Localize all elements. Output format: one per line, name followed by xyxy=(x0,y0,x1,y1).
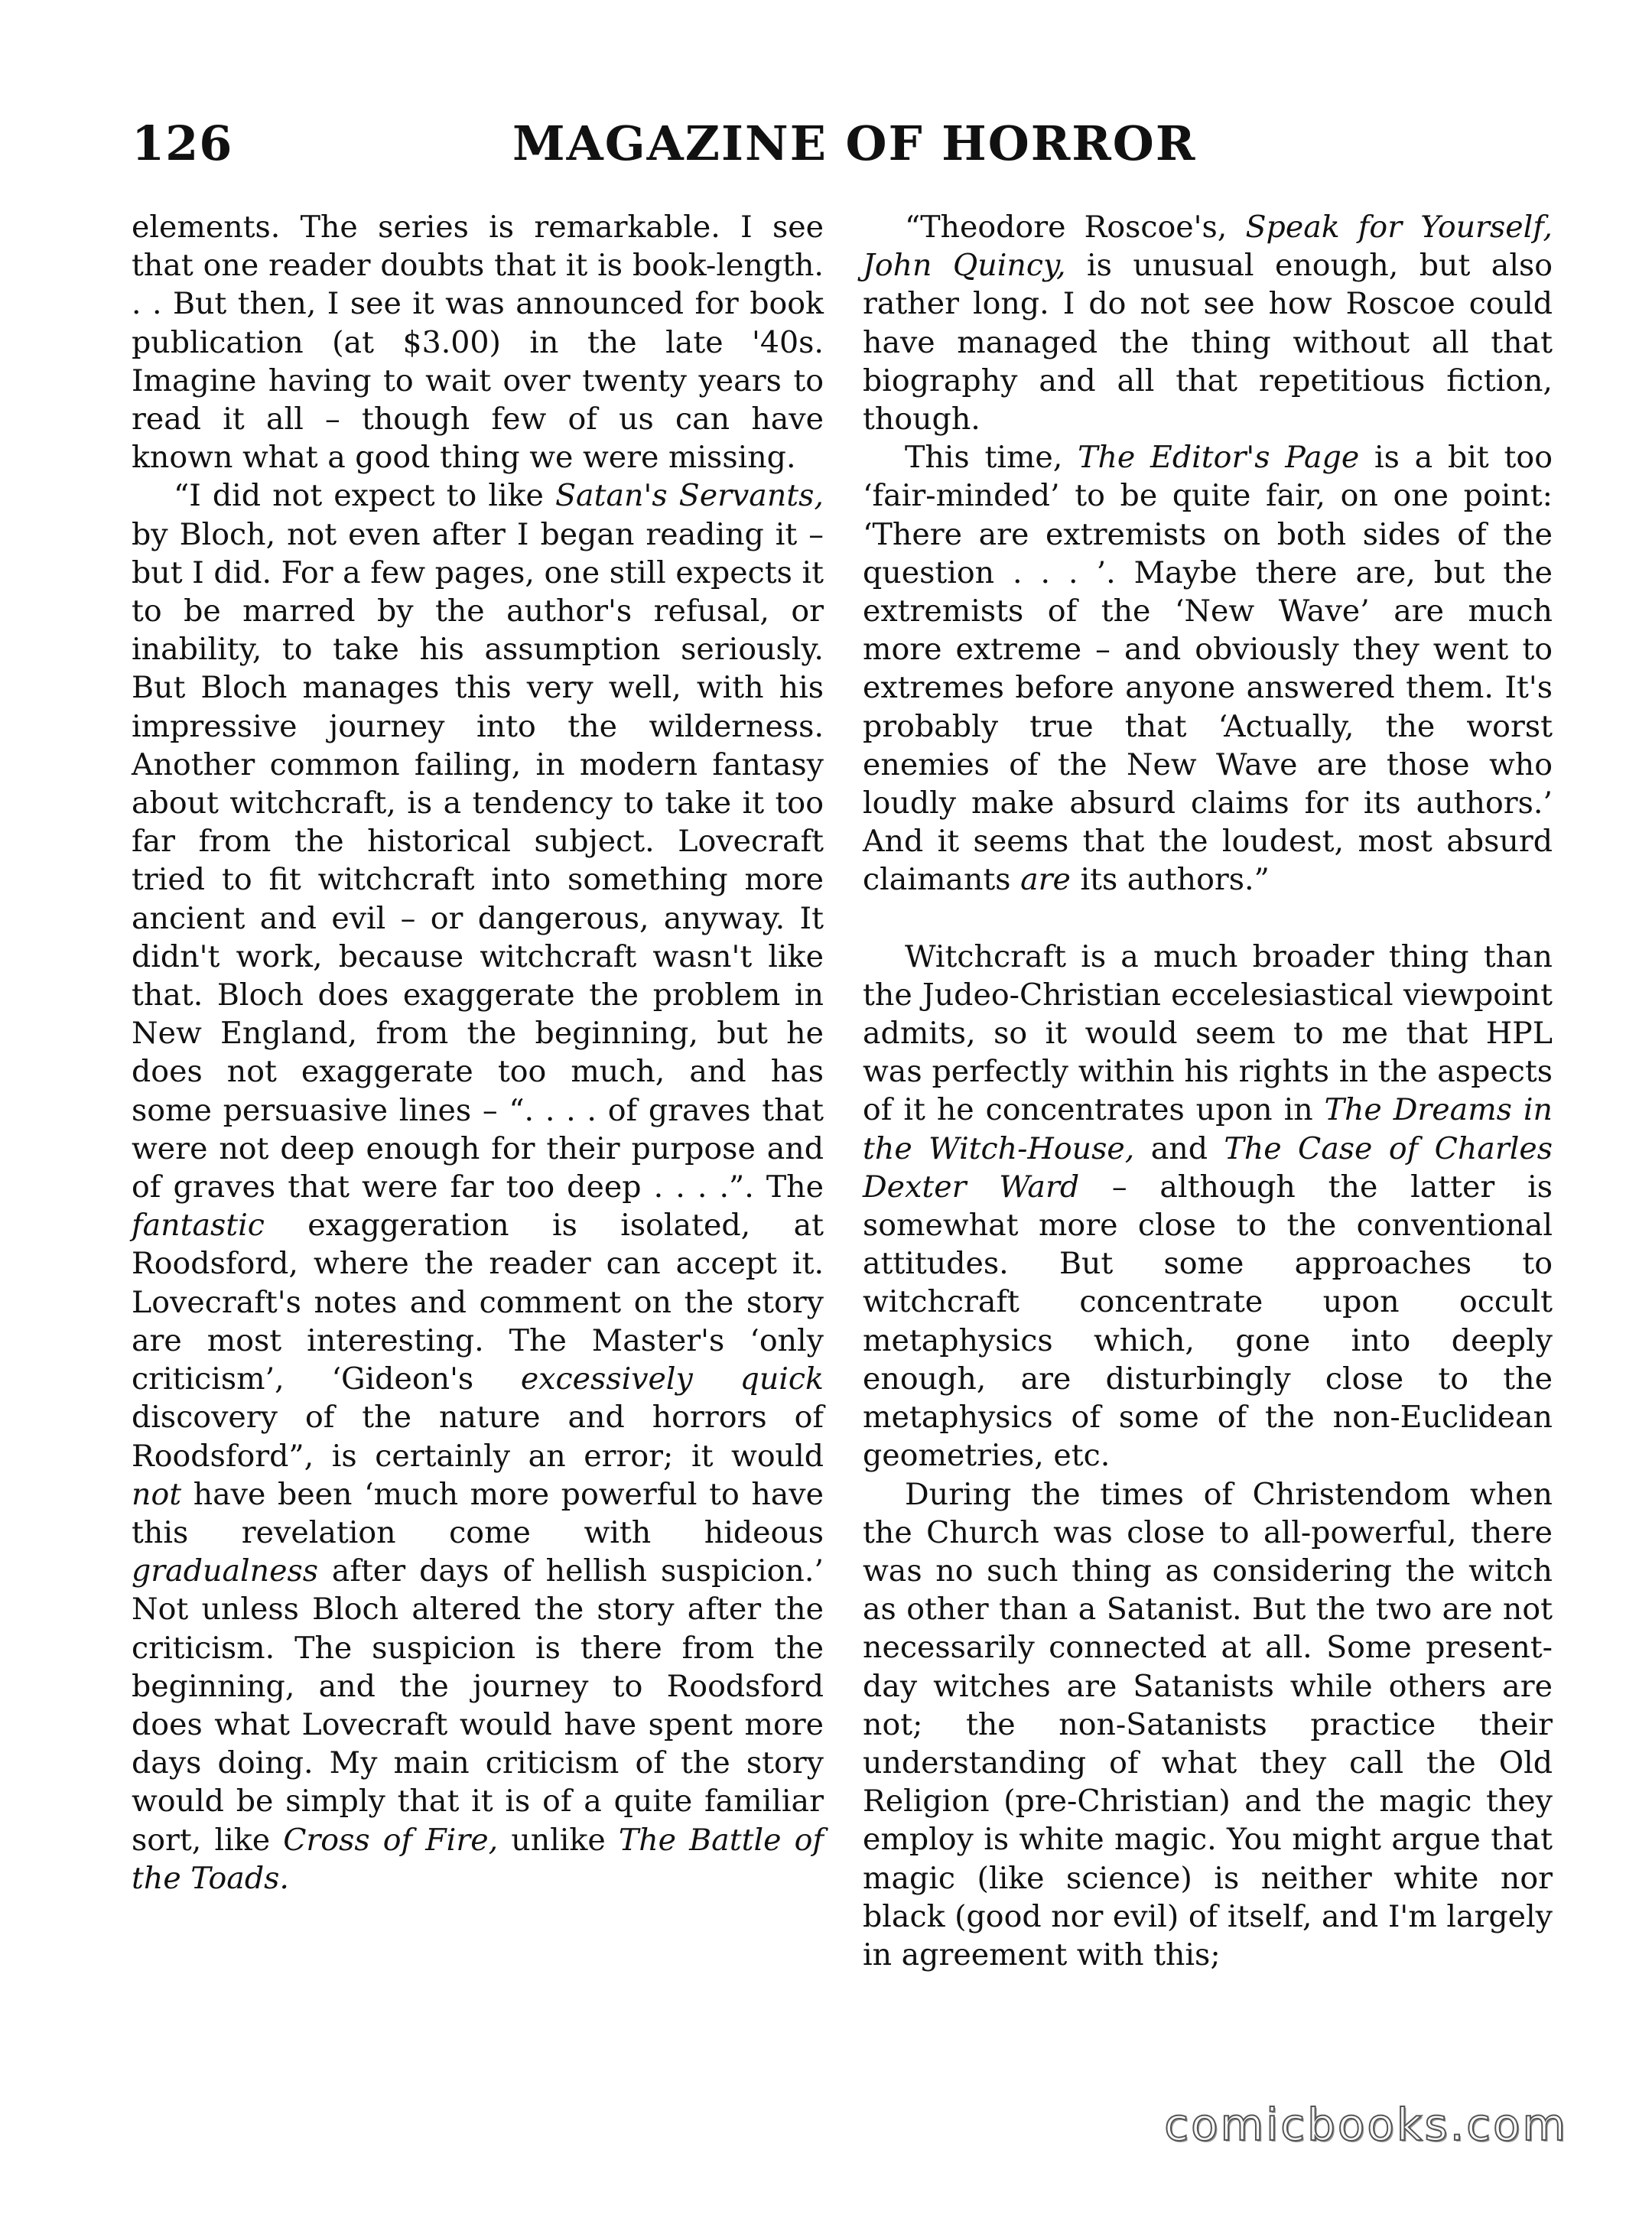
text-run: after days of hellish suspicion.’ Not unless Bloch altered the story after the criticism. The suspicion is there from the beginning, and the journey to Roodsford does what Lovecraft would have spent more days doing. My main criticism of the story would be simply that it is of a quite familiar sort, like xyxy=(132,1553,824,1858)
emphasis-not: not xyxy=(132,1476,182,1512)
text-run: and xyxy=(1134,1130,1224,1166)
text-run: “Theodore Roscoe's, xyxy=(905,210,1246,245)
right-column xyxy=(863,208,1553,1974)
left-paragraph-2 xyxy=(132,476,824,1898)
left-column xyxy=(132,208,824,1898)
text-run: discovery of the nature and horrors of Roodsford”, is certainly an error; it would xyxy=(132,1400,824,1474)
emphasis-are: are xyxy=(1020,862,1071,898)
right-paragraph-4: During the times of Christendom when the Church was close to all-powerful, there was no such thing as considering the witch as other than a Satanist. But the two are not necessarily connected at all. Some present-day witches are Satanists while others are not; the non-Satanists practice their understanding of what they call the Old Religion (pre-Christian) and the magic they employ is white magic. You might argue that magic (like science) is neither white nor black (good nor evil) of itself, and I'm largely in agreement with this; xyxy=(863,1476,1553,1972)
right-paragraph-2 xyxy=(863,438,1553,899)
text-run: is a bit too ‘fair-minded’ to be quite fair, on one point: ‘There are extremists on both sides of the question . . . ’. Maybe there are, but the extremists of the ‘New Wave’ are much more extreme – and obviously they went to extremes before anyone answered them. It's probably true that ‘Actually, the worst enemies of the New Wave are those who loudly make absurd claims for its authors.’ And it seems that the loudest, most absurd claimants xyxy=(863,440,1553,898)
emphasis-fantastic: fantastic xyxy=(132,1208,265,1244)
page-number: 126 xyxy=(132,115,233,171)
right-paragraph-3 xyxy=(863,938,1553,1475)
title-dreams-in-the-witch-house: The Dreams in the Witch-House, xyxy=(863,1092,1553,1166)
title-cross-of-fire: Cross of Fire, xyxy=(283,1822,499,1858)
title-charles-dexter-ward: The Case of Charles Dexter Ward xyxy=(863,1130,1553,1205)
right-paragraph-1 xyxy=(863,208,1553,438)
left-paragraph-1: elements. The series is remarkable. I see that one reader doubts that it is book-length. . . But then, I see it was announced for book publication (at $3.00) in the late '40s. Imagine having to wait over twenty years to read it all – though few of us can have known what a good thing we were missing. xyxy=(132,210,824,476)
title-satans-servants: Satan's Servants, xyxy=(555,478,824,514)
text-run: Witchcraft is a much broader thing than the Judeo-Christian eccelesiastical viewpoint admits, so it would seem to me that HPL was perfectly within his rights in the aspects of it he concentrates upon in xyxy=(863,938,1553,1128)
text-run: its authors.” xyxy=(1070,862,1270,898)
text-run: by Bloch, not even after I began reading it – but I did. For a few pages, one still expects it to be marred by the author's refusal, or inability, to take his assumption seriously. But Bloch manages this very well, with his impressive journey into the wilderness. Another common failing, in modern fantasy about witchcraft, is a tendency to take it too far from the historical subject. Lovecraft tried to fit witchcraft into something more ancient and evil – or dangerous, anyway. It didn't work, because witchcraft wasn't like that. Bloch does exaggerate the problem in New England, from the beginning, but he does not exaggerate too much, and has some persuasive lines – “. . . . of graves that were not deep enough for their purpose and of graves that were far too deep . . . .”. The xyxy=(132,516,824,1205)
title-editors-page: The Editor's Page xyxy=(1078,440,1360,476)
title-battle-of-the-toads: The Battle of the Toads. xyxy=(132,1822,824,1896)
text-run: have been ‘much more powerful to have this revelation come with hideous xyxy=(132,1476,824,1550)
text-run: exaggeration is isolated, at Roodsford, where the reader can accept it. Lovecraft's notes and comment on the story are most interesting. The Master's ‘only criticism’, ‘Gideon's xyxy=(132,1208,824,1397)
text-run: – although the latter is somewhat more close to the conventional attitudes. But some approaches to witchcraft concentrate upon occult metaphysics which, gone into deeply enough, are disturbingly close to the metaphysics of some of the non-Euclidean geometries, etc. xyxy=(863,1169,1553,1474)
title-speak-for-yourself: Speak for Yourself, John Quincy, xyxy=(863,210,1553,284)
text-run: This time, xyxy=(905,440,1078,476)
text-run: “I did not expect to like xyxy=(174,478,555,514)
text-run: is unusual enough, but also rather long. I do not see how Roscoe could have managed the thing without all that biography and all that repetitious fiction, though. xyxy=(863,248,1553,437)
emphasis-gradualness: gradualness xyxy=(132,1553,318,1589)
text-run: unlike xyxy=(498,1822,619,1858)
magazine-title: MAGAZINE OF HORROR xyxy=(512,115,1197,171)
page-header xyxy=(132,113,1554,174)
emphasis-excessively-quick: excessively quick xyxy=(520,1361,824,1397)
watermark: comicbooks.com xyxy=(1164,2099,1568,2151)
